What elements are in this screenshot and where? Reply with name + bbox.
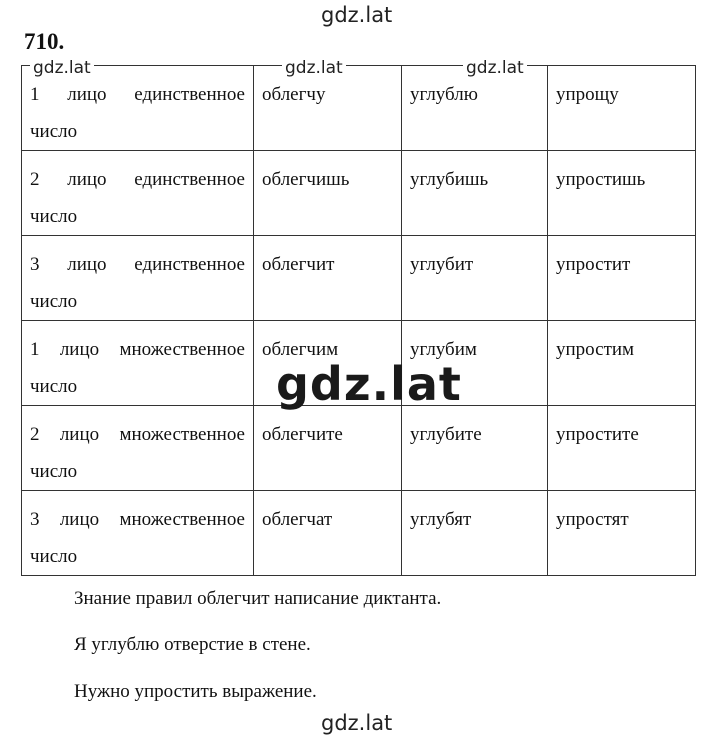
- person-label: 1 лицо множественное: [30, 339, 245, 360]
- verb-form-cell: углубят: [402, 491, 548, 576]
- verb-form-cell: углубим: [402, 321, 548, 406]
- number-label: число: [30, 206, 78, 227]
- number-label: число: [30, 376, 78, 397]
- verb-form-cell: упростите: [548, 406, 696, 491]
- table-row: [22, 406, 696, 491]
- example-sentence: Нужно упростить выражение.: [74, 681, 317, 702]
- watermark-top: gdz.lat: [321, 3, 393, 27]
- verb-form-cell: углубишь: [402, 151, 548, 236]
- table-row: [22, 66, 696, 151]
- person-cell: [22, 406, 254, 491]
- verb-form-cell: упростит: [548, 236, 696, 321]
- verb-form-cell: облегчат: [254, 491, 402, 576]
- verb-form-cell: упростят: [548, 491, 696, 576]
- verb-form-cell: упрощу: [548, 66, 696, 151]
- verb-form-cell: облегчит: [254, 236, 402, 321]
- person-label: 2 лицо единственное: [30, 169, 245, 190]
- person-cell: [22, 236, 254, 321]
- table-row: [22, 151, 696, 236]
- verb-form-cell: упростишь: [548, 151, 696, 236]
- watermark-bottom: gdz.lat: [321, 711, 393, 735]
- person-cell: [22, 66, 254, 151]
- verb-form-cell: углубите: [402, 406, 548, 491]
- task-number: 710.: [24, 29, 65, 54]
- person-cell: [22, 491, 254, 576]
- example-sentence: Я углублю отверстие в стене.: [74, 634, 311, 655]
- example-sentence: Знание правил облегчит написание диктанта.: [74, 588, 442, 609]
- number-label: число: [30, 291, 78, 312]
- watermark-table-col1: gdz.lat: [30, 60, 94, 77]
- watermark-center: gdz.lat: [276, 357, 462, 411]
- person-label: 3 лицо множественное: [30, 509, 245, 530]
- conjugation-table: [21, 65, 696, 576]
- verb-form-cell: облегчу: [254, 66, 402, 151]
- verb-form-cell: углублю: [402, 66, 548, 151]
- person-label: 2 лицо множественное: [30, 424, 245, 445]
- table-row: [22, 236, 696, 321]
- table-row: [22, 491, 696, 576]
- number-label: число: [30, 461, 78, 482]
- verb-form-cell: углубит: [402, 236, 548, 321]
- watermark-table-col3: gdz.lat: [463, 60, 527, 77]
- person-label: 3 лицо единственное: [30, 254, 245, 275]
- person-label: 1 лицо единственное: [30, 84, 245, 105]
- number-label: число: [30, 121, 78, 142]
- verb-form-cell: упростим: [548, 321, 696, 406]
- verb-form-cell: облегчите: [254, 406, 402, 491]
- watermark-table-col2: gdz.lat: [282, 60, 346, 77]
- verb-form-cell: облегчишь: [254, 151, 402, 236]
- person-cell: [22, 321, 254, 406]
- person-cell: [22, 151, 254, 236]
- number-label: число: [30, 546, 78, 567]
- verb-form-cell: облегчим: [254, 321, 402, 406]
